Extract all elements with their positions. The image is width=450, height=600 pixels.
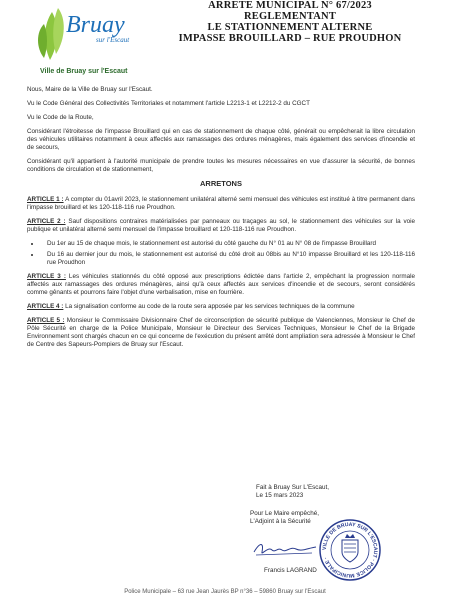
article-text: A compter du 01avril 2023, le stationnement unilatéral alterné semi mensuel des véhicules est institué à titre permanent dans l'impasse brouillard et les 120-118-116 rue Proudhon.: [27, 196, 415, 211]
logo-text: Bruay: [66, 12, 125, 38]
article-4: [27, 303, 415, 311]
arretons-heading: ARRETONS: [200, 179, 242, 188]
list-item: • Du 16 au dernier jour du mois, le stationnement est autorisé du côté droit au 08bis au N°10 impasse Brouillard et les 120-118-116 rue Proudhon: [41, 251, 415, 267]
town-name: Ville de Bruay sur l'Escaut: [40, 68, 128, 75]
title-line: ARRETE MUNICIPAL N° 67/2023: [208, 0, 372, 11]
decree-body: [27, 86, 415, 355]
article-text: Monsieur le Commissaire Divisionnaire Chef de circonscription de sécurité publique de Valenciennes, Monsieur le Chef de Pôle Sécurité en charge de la Police Municipale, Monsieur le Directeur des Services Techniques, Monsieur le Chef de la Brigade Environnement sont chargés chacun en ce qui concerne de l'exécution du présent arrêté dont ampliation sera adressée à Monsieur le Chef de Centre des Sapeurs-Pompiers de Bruay sur l'Escaut.: [27, 317, 415, 348]
logo-leaves-icon: [38, 8, 64, 60]
article-label: ARTICLE 3 :: [27, 273, 66, 280]
title-line: REGLEMENTANT: [243, 11, 337, 22]
article-2-bullets: [41, 240, 415, 267]
title-line: IMPASSE BROUILLARD – RUE PROUDHON: [178, 33, 402, 44]
article-2: [27, 218, 415, 234]
signature-for-mayor: Pour Le Maire empêché,: [250, 510, 319, 517]
signer-name: Francis LAGRAND: [264, 567, 317, 574]
preamble-paragraph: Considérant qu'il appartient à l'autorité municipale de prendre toutes les mesures nécessaires en vue d'assurer la sécurité, de bonnes conditions de circulation et de stationnement,: [27, 158, 415, 173]
article-label: ARTICLE 1 :: [27, 196, 64, 203]
svg-text:VILLE DE BRUAY SUR L'ESCAUT ·: [322, 522, 378, 578]
official-stamp: [318, 518, 382, 582]
preamble-paragraph: Vu le Code de la Route,: [27, 114, 94, 121]
article-label: ARTICLE 4 :: [27, 303, 64, 310]
signature-deputy: L'Adjoint à la Sécurité: [250, 518, 311, 525]
signature-place: Fait à Bruay Sur L'Escaut,: [256, 484, 329, 491]
preamble-paragraph: Nous, Maire de la Ville de Bruay sur l'Escaut.: [27, 86, 153, 93]
article-3: [27, 273, 415, 297]
preamble-paragraph: Vu le Code Général des Collectivités Territoriales et notamment l'article L2213-1 et L2212-2 du CGCT: [27, 100, 310, 107]
preamble-paragraph: Considérant l'étroitesse de l'impasse Brouillard qui en cas de stationnement de chaque côté, générait ou empêcherait la libre circulation des véhicules utilitaires notamment à ceux affectés aux ramassages des ordures ménagères, mais également des services d'incendie et de secours,: [27, 128, 415, 151]
signature-date: Le 15 mars 2023: [256, 492, 304, 499]
title-line: LE STATIONNEMENT ALTERNE: [207, 22, 373, 33]
logo-subtext: sur l'Escaut: [96, 36, 130, 44]
article-label: ARTICLE 2 :: [27, 218, 66, 225]
bruay-logo: [30, 2, 130, 66]
article-text: Sauf dispositions contraires matérialisées par panneaux ou traçages au sol, le stationnement des véhicules sur la voie publique et unilatéral alterné semi mensuel de l'impasse brouillard et 120-118-116 rue Proudhon.: [27, 218, 415, 233]
article-text: La signalisation conforme au code de la route sera apposée par les services techniques de la commune: [63, 303, 355, 310]
page-footer: Police Municipale – 63 rue Jean Jaurès BP n°36 – 59860 Bruay sur l'Escaut: [124, 589, 326, 595]
article-1: [27, 196, 415, 212]
article-label: ARTICLE 5 :: [27, 317, 65, 324]
coat-of-arms-icon: [342, 534, 358, 562]
article-5: [27, 317, 415, 349]
article-text: Les véhicules stationnés du côté opposé aux prescriptions édictée dans l'article 2, empêchant la progression normale affectés aux ramassages des ordures ménagères, ainsi qu'à ceux affectés aux services d'incendie et de secours, seront considérés comme gênants et pourrons faire l'objet d'une verbalisation, mise en fourrière.: [27, 273, 415, 296]
decree-title: [170, 0, 410, 44]
list-item: • Du 1er au 15 de chaque mois, le stationnement est autorisé du côté gauche du N° 01 au N° 08 de l'impasse Brouillard: [41, 240, 415, 248]
stamp-text: VILLE DE BRUAY SUR L'ESCAUT · POLICE MUNICIPALE ·: [321, 521, 379, 579]
handwritten-signature: [250, 538, 320, 560]
